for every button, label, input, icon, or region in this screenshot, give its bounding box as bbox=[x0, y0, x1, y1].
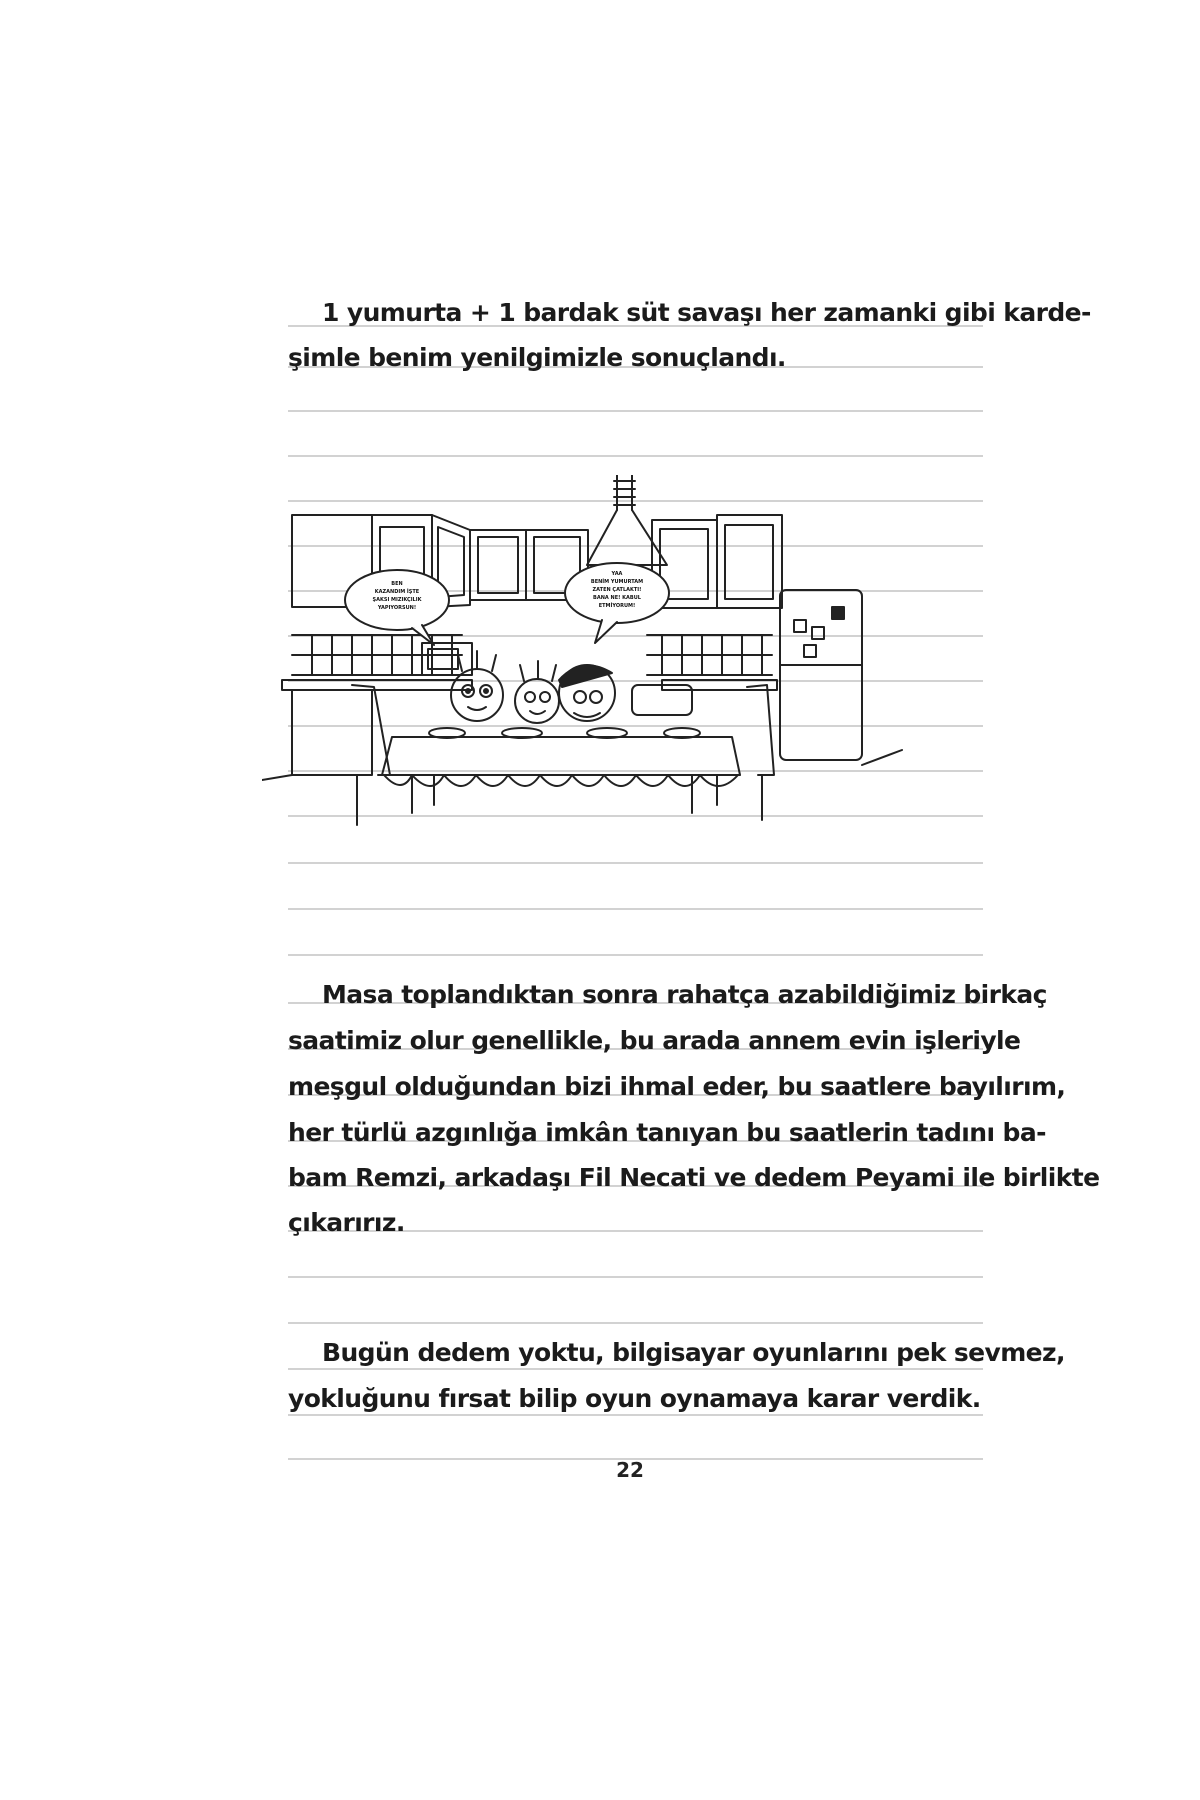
bubble-text-line: BENİM YUMURTAM bbox=[590, 579, 644, 585]
bubble-text-line: YAPIYORSUN! bbox=[377, 605, 417, 611]
page-number: 22 bbox=[616, 1458, 644, 1482]
ruled-line bbox=[288, 954, 983, 956]
table-leg bbox=[412, 775, 717, 813]
chair bbox=[747, 685, 774, 775]
paragraph-line: 1 yumurta + 1 bardak süt savaşı her zamanki gibi karde- bbox=[322, 298, 1091, 327]
paragraph-line: meşgul olduğundan bizi ihmal eder, bu saatlere bayılırım, bbox=[288, 1072, 1066, 1101]
bubble-text-line: ZATEN ÇATLAKTI! bbox=[592, 587, 642, 593]
character-eye bbox=[525, 692, 535, 702]
ruled-line bbox=[288, 908, 983, 910]
backsplash bbox=[647, 635, 772, 675]
tablecloth-edge bbox=[384, 775, 738, 786]
ruled-line bbox=[288, 1276, 983, 1278]
paragraph-line: yokluğunu fırsat bilip oyun oynamaya karar verdik. bbox=[288, 1384, 981, 1413]
paragraph-line: her türlü azgınlığa imkân tanıyan bu saatlerin tadını ba- bbox=[288, 1118, 1046, 1147]
character-eye bbox=[540, 692, 550, 702]
lower-cabinet bbox=[292, 690, 372, 775]
fridge bbox=[780, 590, 862, 760]
paragraph-line: Masa toplandıktan sonra rahatça azabildiğimiz birkaç bbox=[322, 980, 1047, 1009]
fridge-magnet bbox=[804, 645, 816, 657]
range-hood bbox=[587, 510, 667, 565]
paragraph-line: saatimiz olur genellikle, bu arada annem evin işleriyle bbox=[288, 1026, 1021, 1055]
ruled-line bbox=[288, 862, 983, 864]
character-mouth bbox=[574, 713, 600, 717]
character-hair bbox=[458, 651, 496, 671]
ruled-line bbox=[288, 1414, 983, 1416]
kitchen-illustration bbox=[262, 475, 964, 855]
counter bbox=[282, 680, 472, 690]
character-mouth bbox=[530, 711, 545, 714]
paragraph-line: Bugün dedem yoktu, bilgisayar oyunlarını pek sevmez, bbox=[322, 1338, 1065, 1367]
character-head bbox=[515, 679, 559, 723]
character-cap bbox=[559, 665, 612, 687]
fridge-magnet bbox=[812, 627, 824, 639]
fridge-magnet bbox=[794, 620, 806, 632]
paragraph-line: çıkarırız. bbox=[288, 1208, 405, 1237]
bubble-text-line: YAA bbox=[611, 571, 623, 577]
ruled-line bbox=[288, 455, 983, 457]
bubble-text-line: KAZANDIM İŞTE bbox=[374, 589, 420, 595]
character-head bbox=[451, 669, 503, 721]
speech-bubble-tail bbox=[595, 620, 617, 643]
character-hair bbox=[520, 661, 556, 681]
bubble-text-line: BEN bbox=[391, 581, 403, 587]
bubble-text-line: BANA NE! KABUL bbox=[593, 595, 641, 601]
ruled-line bbox=[288, 410, 983, 412]
cabinet-window bbox=[725, 525, 773, 599]
character-eye bbox=[574, 691, 586, 703]
microwave bbox=[422, 643, 472, 675]
bubble-text-line: ŞAKSI MIZIKÇILIK bbox=[372, 597, 422, 603]
cabinet-window bbox=[478, 537, 518, 593]
character-mouth bbox=[468, 707, 486, 710]
bubble-text-line: ETMİYORUM! bbox=[598, 603, 636, 609]
paragraph-line: bam Remzi, arkadaşı Fil Necati ve dedem Peyami ile birlikte bbox=[288, 1163, 1100, 1192]
paragraph-line: şimle benim yenilgimizle sonuçlandı. bbox=[288, 343, 786, 372]
fridge-magnet bbox=[832, 607, 844, 619]
character-eye bbox=[590, 691, 602, 703]
ruled-line bbox=[288, 1368, 983, 1370]
ruled-line bbox=[288, 1322, 983, 1324]
table-top bbox=[382, 737, 740, 775]
